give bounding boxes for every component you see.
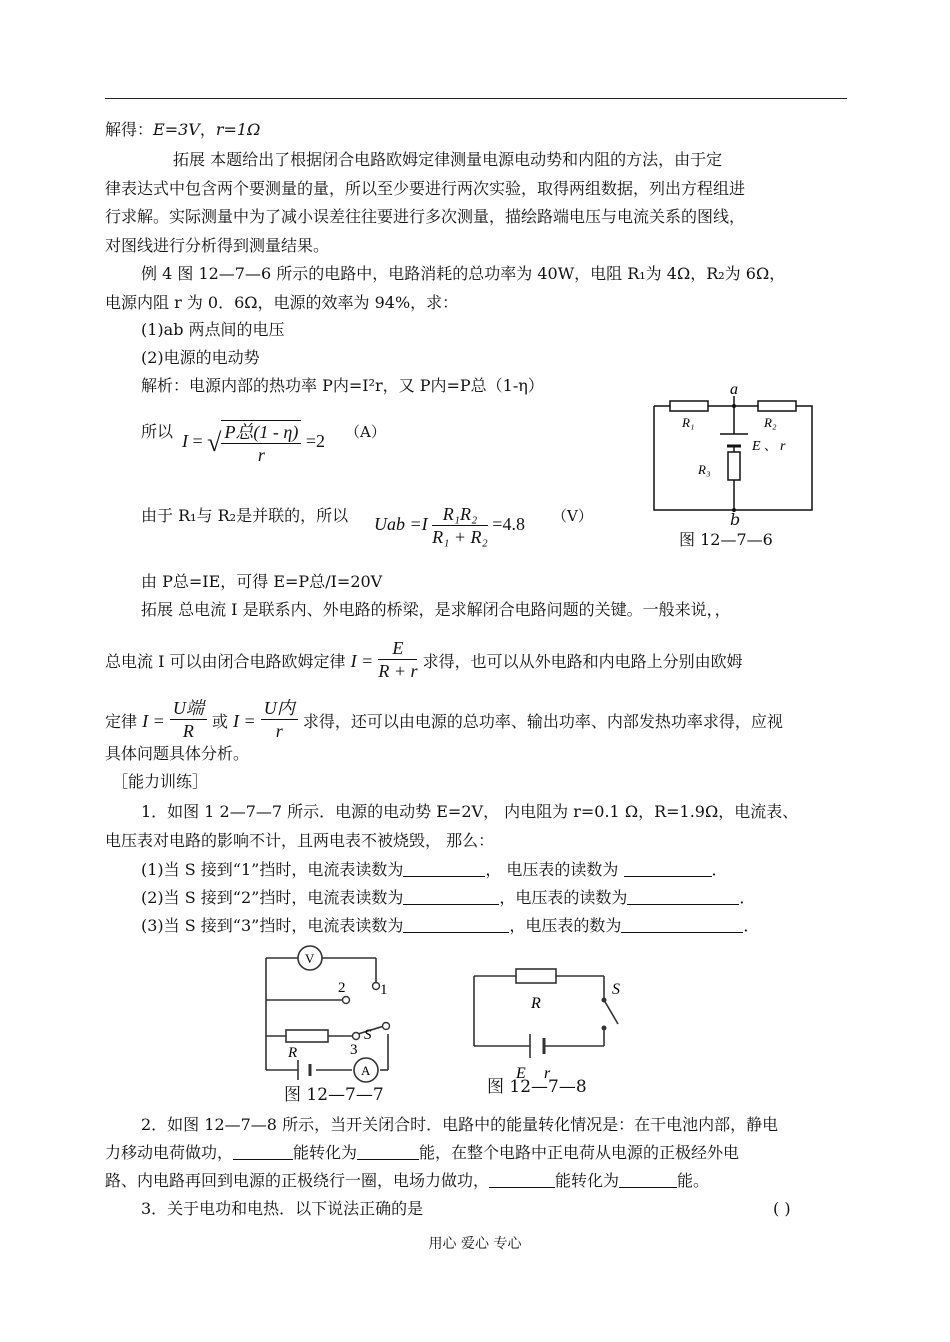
- training-header: ［能力训练］: [112, 772, 209, 791]
- blank-2a[interactable]: [403, 888, 499, 905]
- label-r1: R₁: [682, 415, 695, 430]
- label-e: E: [752, 439, 761, 454]
- q2-line1: 2．如图 12—7—8 所示，当开关闭合时．电路中的能量转化情况是：在干电池内部，静电: [141, 1115, 779, 1134]
- q2-line2: 力移动电荷做功， 能转化为 能，在整个电路中正电荷从电源的正极经外电: [105, 1143, 740, 1162]
- switch-pivot: [383, 1023, 390, 1030]
- q1-sub1: (1)当 S 接到“1”挡时，电流表读数为 ， 电压表的读数为 ．: [141, 860, 728, 879]
- q1-sub2: (2)当 S 接到“2”挡时，电流表读数为 ，电压表的读数为 ．: [141, 888, 756, 907]
- equation-current: I = √ $\frac{\text{P总(1 - η)}}{r}$ =2: [182, 421, 326, 465]
- label-a: a: [730, 382, 738, 398]
- resistor-r: [286, 1030, 328, 1042]
- ext2-line1: 拓展 总电流 I 是联系内、外电路的桥梁，是求解闭合电路问题的关键。一般来说，，: [141, 600, 731, 619]
- ext2-line4: 具体问题具体分析。: [105, 744, 250, 763]
- blank-2b[interactable]: [627, 888, 739, 905]
- blank-1a[interactable]: [403, 860, 485, 877]
- label-r-internal: r: [544, 1065, 551, 1080]
- node-a: [732, 404, 736, 408]
- blank-1b[interactable]: [624, 860, 712, 877]
- switch-contact: [602, 1026, 607, 1031]
- caption-12-7-7: 图 12—7—7: [284, 1085, 384, 1105]
- label-sep: 、: [764, 438, 778, 453]
- label-r3: R₃: [698, 462, 711, 477]
- example4-q2: (2)电源的电动势: [141, 348, 260, 367]
- blank-3b[interactable]: [621, 916, 743, 933]
- eq2-unit: （V）: [552, 507, 593, 525]
- circuit-figure-12-7-8: [468, 960, 638, 1080]
- label-a: A: [361, 1063, 371, 1078]
- q1-line2: 电压表对电路的影响不计，且两电表不被烧毁， 那么：: [105, 831, 495, 850]
- equation-voltage: Uab =I $\frac{\text{R₁R₂}}{\text{R₁ + R₂}}$ =4.8: [374, 504, 525, 548]
- example4-q1: (1)ab 两点间的电压: [141, 320, 285, 339]
- solution-line: 解得：E=3V，r=1Ω: [105, 120, 261, 139]
- resistor-r3: [728, 452, 740, 480]
- label-s: S: [612, 981, 620, 998]
- example4-line1: 例 4 图 12—7—6 所示的电路中，电路消耗的总功率为 40W，电阻 R₁为 4Ω，R₂为 6Ω，: [141, 264, 786, 283]
- label-1: 1: [380, 982, 388, 998]
- resistor-r2: [758, 401, 796, 411]
- label-2: 2: [338, 980, 346, 996]
- label-s: S: [364, 1027, 372, 1043]
- label-r: R: [288, 1045, 298, 1061]
- caption-12-7-6: 图 12—7—6: [679, 530, 773, 549]
- ext1-line1: 拓展 本题给出了根据闭合电路欧姆定律测量电源电动势和内阻的方法，由于定: [173, 150, 723, 169]
- q3-answer-paren[interactable]: ( ): [773, 1199, 791, 1218]
- q3-line: 3．关于电功和电热．以下说法正确的是: [141, 1199, 424, 1218]
- ext2-line3: 定律 I = $\frac{\text{U端}}{R}$ 或 I = $\frac{\text{U内}}{r}$ 求得，还可以由电源的总功率、输出功率、内部发热功率求得，应视: [105, 698, 783, 741]
- caption-12-7-8: 图 12—7—8: [487, 1077, 587, 1097]
- eq1-unit: （A）: [345, 423, 386, 441]
- blank-q2-1[interactable]: [233, 1143, 293, 1160]
- terminal-2: [343, 997, 350, 1004]
- label-3: 3: [350, 1042, 358, 1058]
- resistor-r1: [670, 401, 708, 411]
- q1-line1: 1．如图 1 2—7—7 所示．电源的电动势 E=2V， 内电阻为 r=0.1 Ω，R=1.9Ω，电流表、: [141, 802, 799, 821]
- label-b: b: [730, 510, 741, 529]
- parallel-text: 由于 R₁与 R₂是并联的，所以: [141, 506, 349, 525]
- emf-line: 由 P总=IE，可得 E=P总/I=20V: [141, 572, 383, 591]
- terminal-3: [353, 1033, 360, 1040]
- example4-analysis: 解析：电源内部的热功率 P内=I²r，又 P内=P总（1-η）: [141, 376, 544, 395]
- label-v: V: [305, 951, 315, 966]
- switch-pivot: [602, 998, 607, 1003]
- label-r2: R₂: [764, 415, 777, 430]
- blank-q2-4[interactable]: [619, 1171, 677, 1188]
- circuit-figure-12-7-6: [640, 382, 820, 512]
- ext1-line2: 律表达式中包含两个要测量的量，所以至少要进行两次实验，取得两组数据，列出方程组进: [105, 179, 746, 198]
- footer: 用心 爱心 专心: [428, 1236, 522, 1252]
- blank-3a[interactable]: [403, 916, 509, 933]
- q1-sub3: (3)当 S 接到“3”挡时，电流表读数为 ，电压表的数为 ．: [141, 916, 760, 935]
- circuit-figure-12-7-7: [258, 944, 398, 1084]
- label-e: E: [516, 1065, 526, 1080]
- resistor-r: [516, 969, 556, 983]
- header-rule: [105, 98, 847, 99]
- blank-q2-3[interactable]: [489, 1171, 555, 1188]
- ext1-line4: 对图线进行分析得到测量结果。: [105, 236, 330, 255]
- blank-q2-2[interactable]: [357, 1143, 419, 1160]
- ext1-line3: 行求解。实际测量中为了减小误差往往要进行多次测量，描绘路端电压与电流关系的图线，: [105, 207, 746, 226]
- terminal-1: [373, 983, 380, 990]
- label-r: R: [531, 995, 541, 1012]
- so-label: 所以: [141, 422, 174, 441]
- ext2-line2: 总电流 I 可以由闭合电路欧姆定律 I = $\frac{E}{R + r}$ 求得，也可以从外电路和内电路上分别由欧姆: [105, 638, 743, 681]
- example4-line2: 电源内阻 r 为 0．6Ω，电源的效率为 94%，求：: [105, 293, 459, 312]
- q2-line3: 路、内电路再回到电源的正极绕行一圈，电场力做功， 能转化为 能。: [105, 1171, 710, 1190]
- label-r: r: [780, 439, 786, 454]
